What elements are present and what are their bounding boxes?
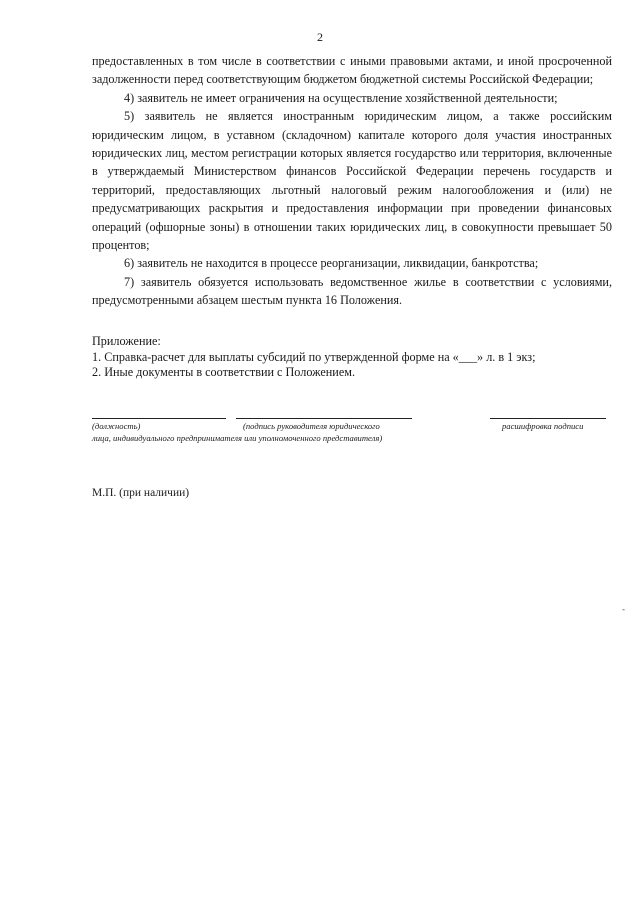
appendix-item-1: 1. Справка-расчет для выплаты субсидий по утвержденной форме на «___» л. в 1 экз; — [92, 349, 536, 364]
paragraph-item-7: 7) заявитель обязуется использовать ведомственное жилье в соответствии с условиями, предусмотренными абзацем шестым пункта 16 Положения. — [92, 274, 612, 308]
paragraph-continuation: предоставленных в том числе в соответствии с иными правовыми актами, и иной просроченной задолженности перед соответствующим бюджетом бюджетной системы Российской Федерации; — [92, 54, 612, 87]
paragraph-item-4: 4) заявитель не имеет ограничения на осуществление хозяйственной деятельности; — [124, 90, 558, 105]
stamp-place: М.П. (при наличии) — [92, 487, 190, 499]
corner-mark: - — [622, 604, 625, 614]
decoding-caption: расшифровка подписи — [502, 421, 584, 431]
decoding-line — [490, 418, 606, 419]
appendix-section — [92, 334, 612, 381]
paragraph-item-6: 6) заявитель не находится в процессе реорганизации, ликвидации, банкротства; — [124, 256, 539, 271]
paragraph-item-5: 5) заявитель не является иностранным юридическим лицом, а также российским юридическим лицом, в уставном (складочном) капитале которого доля участия иностранных юридических лиц, местом регистрации которых является государство или территория, включенные в утверждаемый Министерством финансов Российской Федерации перечень государств и территорий, предоставляющих льготный налоговый режим налогообложения и (или) не предусматривающих раскрытия и предоставления информации при проведении финансовых операций (офшорные зоны) в отношении таких юридических лиц, в совокупности превышает 50 процентов; — [92, 109, 612, 253]
signature-caption: (подпись руководителя юридического — [243, 421, 380, 431]
appendix-item-2: 2. Иные документы в соответствии с Положением. — [92, 365, 355, 379]
page-number: 2 — [317, 30, 323, 44]
appendix-heading: Приложение: — [92, 334, 161, 348]
signature-line — [236, 418, 412, 419]
position-line — [92, 418, 226, 419]
document-body — [92, 52, 612, 310]
position-caption: (должность) — [92, 421, 141, 431]
signature-caption-continued: лица, индивидуального предпринимателя или уполномоченного представителя) — [92, 433, 383, 443]
